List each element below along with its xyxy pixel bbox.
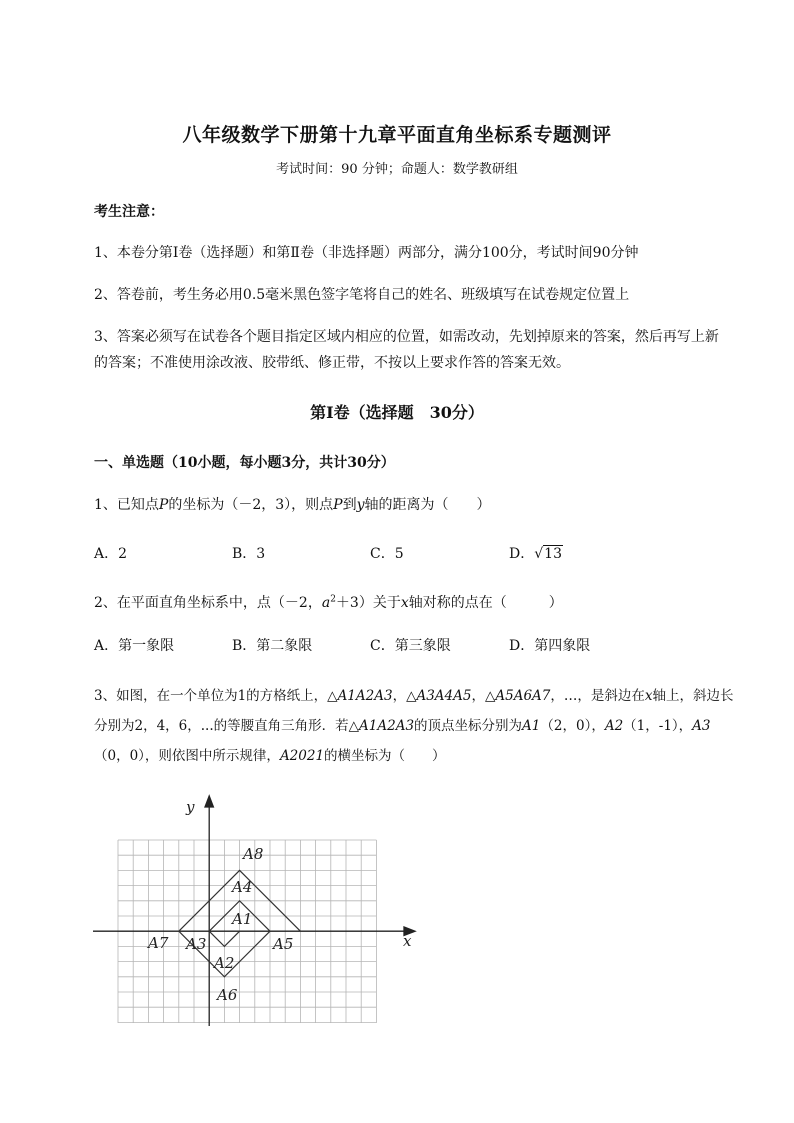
question-3-line-2: 分别为2，4，6，...的等腰直角三角形．若△A1A2A3的顶点坐标分别为A1（2，0），A2（1，-1），A3 bbox=[94, 718, 711, 734]
q1-option-c[interactable]: C．5 bbox=[370, 546, 404, 562]
label-a5: A5 bbox=[273, 935, 294, 953]
label-a3: A3 bbox=[186, 935, 207, 953]
sqrt-symbol: √ bbox=[534, 546, 544, 562]
page-title: 八年级数学下册第十九章平面直角坐标系专题测评 bbox=[182, 124, 612, 146]
question-1: 1、已知点P的坐标为（－2，3），则点P到y轴的距离为（ ） bbox=[94, 497, 491, 513]
x-axis-label: x bbox=[403, 932, 412, 950]
question-3-line-3: （0，0），则依图中所示规律，A2021的横坐标为（ ） bbox=[94, 748, 446, 764]
q2-option-c[interactable]: C．第三象限 bbox=[370, 638, 451, 654]
q2-option-b[interactable]: B．第二象限 bbox=[232, 638, 313, 654]
label-a4: A4 bbox=[232, 878, 253, 896]
label-a7: A7 bbox=[148, 934, 169, 952]
q1-option-b[interactable]: B．3 bbox=[232, 546, 266, 562]
notice-item-1: 1、本卷分第Ⅰ卷（选择题）和第Ⅱ卷（非选择题）两部分，满分100分，考试时间90分钟 bbox=[94, 245, 639, 261]
y-axis-label: y bbox=[186, 798, 195, 816]
coordinate-grid-figure bbox=[90, 792, 420, 1032]
y-axis-arrow bbox=[205, 796, 213, 807]
axes bbox=[93, 796, 415, 1026]
notice-item-2: 2、答卷前，考生务必用0.5毫米黑色签字笔将自己的姓名、班级填写在试卷规定位置上 bbox=[94, 287, 630, 303]
part-title: 一、单选题（10小题，每小题3分，共计30分） bbox=[94, 455, 395, 471]
q1-option-a[interactable]: A．2 bbox=[94, 546, 128, 562]
section-title: 第Ⅰ卷（选择题 30分） bbox=[310, 403, 484, 422]
question-2: 2、在平面直角坐标系中，点（－2，$a^2+3$）关于x轴对称的点在（ ） bbox=[94, 594, 563, 611]
label-a8: A8 bbox=[243, 845, 264, 863]
notice-item-3-line-2: 的答案；不准使用涂改液、胶带纸、修正带，不按以上要求作答的答案无效。 bbox=[94, 355, 570, 371]
q1-option-d[interactable]: D．√13 bbox=[509, 546, 562, 562]
label-a1: A1 bbox=[232, 910, 253, 928]
label-a6: A6 bbox=[217, 986, 238, 1004]
notice-item-3-line-1: 3、答案必须写在试卷各个题目指定区域内相应的位置，如需改动，先划掉原来的答案，然后再写上新 bbox=[94, 329, 719, 345]
q2-option-a[interactable]: A．第一象限 bbox=[94, 638, 175, 654]
q2-option-d[interactable]: D．第四象限 bbox=[509, 638, 591, 654]
label-a2: A2 bbox=[214, 954, 235, 972]
question-3-line-1: 3、如图，在一个单位为1的方格纸上，△A1A2A3，△A3A4A5，△A5A6A7，…，是斜边在x轴上，斜边长 bbox=[94, 688, 734, 704]
exam-info: 考试时间：90 分钟；命题人：数学教研组 bbox=[276, 162, 518, 177]
notice-heading: 考生注意： bbox=[94, 204, 164, 220]
